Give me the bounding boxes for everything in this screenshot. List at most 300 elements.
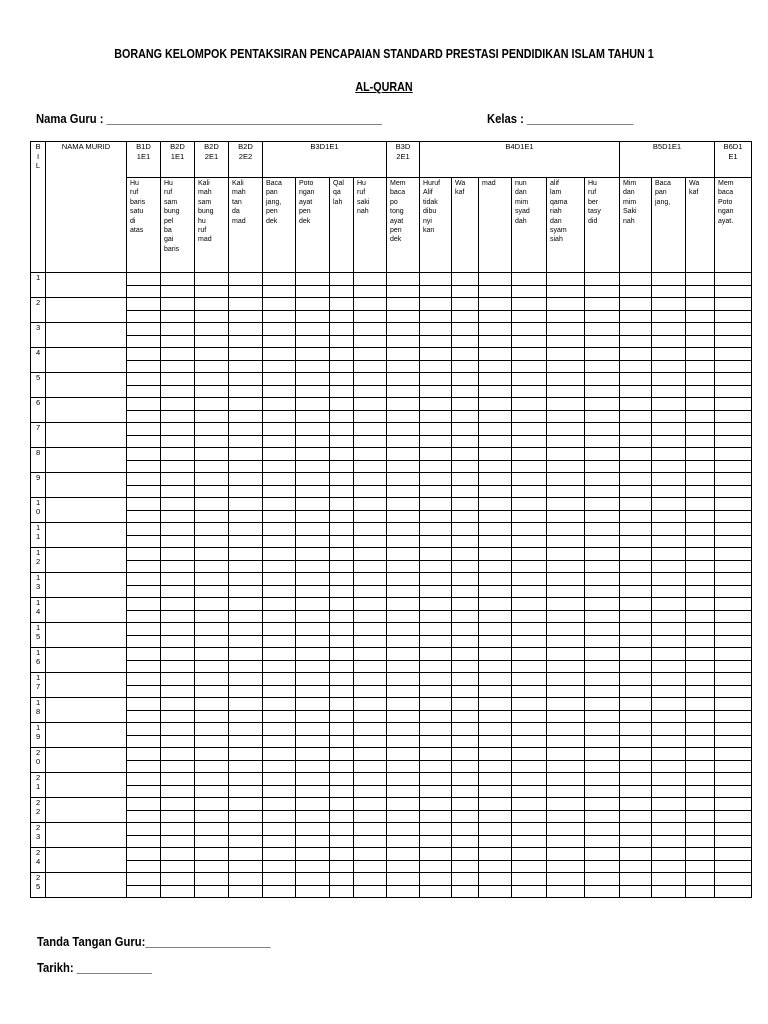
score-cell[interactable]: [263, 485, 296, 498]
score-cell[interactable]: [354, 860, 387, 873]
score-cell[interactable]: [715, 723, 752, 736]
score-cell[interactable]: [620, 623, 652, 636]
score-cell[interactable]: [620, 823, 652, 836]
score-cell[interactable]: [512, 398, 547, 411]
score-cell[interactable]: [127, 698, 161, 711]
score-cell[interactable]: [330, 723, 354, 736]
score-cell[interactable]: [161, 585, 195, 598]
score-cell[interactable]: [296, 685, 330, 698]
score-cell[interactable]: [387, 835, 420, 848]
score-cell[interactable]: [512, 285, 547, 298]
score-cell[interactable]: [263, 435, 296, 448]
score-cell[interactable]: [420, 848, 452, 861]
score-cell[interactable]: [195, 798, 229, 811]
score-cell[interactable]: [195, 335, 229, 348]
score-cell[interactable]: [620, 410, 652, 423]
date-field[interactable]: Tarikh: ____________: [37, 961, 152, 975]
score-cell[interactable]: [296, 373, 330, 386]
score-cell[interactable]: [127, 773, 161, 786]
score-cell[interactable]: [296, 410, 330, 423]
score-cell[interactable]: [452, 735, 479, 748]
score-cell[interactable]: [452, 435, 479, 448]
score-cell[interactable]: [452, 323, 479, 336]
score-cell[interactable]: [420, 723, 452, 736]
score-cell[interactable]: [195, 598, 229, 611]
score-cell[interactable]: [387, 410, 420, 423]
score-cell[interactable]: [715, 360, 752, 373]
score-cell[interactable]: [161, 835, 195, 848]
score-cell[interactable]: [715, 473, 752, 486]
score-cell[interactable]: [547, 585, 585, 598]
score-cell[interactable]: [330, 698, 354, 711]
score-cell[interactable]: [547, 673, 585, 686]
score-cell[interactable]: [547, 498, 585, 511]
score-cell[interactable]: [715, 835, 752, 848]
score-cell[interactable]: [296, 823, 330, 836]
score-cell[interactable]: [652, 785, 686, 798]
score-cell[interactable]: [263, 623, 296, 636]
score-cell[interactable]: [387, 360, 420, 373]
score-cell[interactable]: [512, 410, 547, 423]
student-name-cell[interactable]: [46, 348, 127, 373]
score-cell[interactable]: [620, 685, 652, 698]
score-cell[interactable]: [479, 623, 512, 636]
score-cell[interactable]: [195, 635, 229, 648]
score-cell[interactable]: [585, 760, 620, 773]
score-cell[interactable]: [330, 373, 354, 386]
score-cell[interactable]: [686, 448, 715, 461]
score-cell[interactable]: [354, 710, 387, 723]
score-cell[interactable]: [512, 773, 547, 786]
score-cell[interactable]: [479, 810, 512, 823]
score-cell[interactable]: [585, 573, 620, 586]
score-cell[interactable]: [387, 748, 420, 761]
score-cell[interactable]: [127, 848, 161, 861]
score-cell[interactable]: [263, 335, 296, 348]
score-cell[interactable]: [229, 685, 263, 698]
score-cell[interactable]: [686, 373, 715, 386]
score-cell[interactable]: [296, 698, 330, 711]
score-cell[interactable]: [263, 698, 296, 711]
score-cell[interactable]: [620, 635, 652, 648]
score-cell[interactable]: [263, 423, 296, 436]
score-cell[interactable]: [161, 398, 195, 411]
score-cell[interactable]: [420, 423, 452, 436]
score-cell[interactable]: [452, 635, 479, 648]
score-cell[interactable]: [354, 823, 387, 836]
score-cell[interactable]: [452, 535, 479, 548]
score-cell[interactable]: [620, 610, 652, 623]
score-cell[interactable]: [652, 885, 686, 898]
score-cell[interactable]: [330, 360, 354, 373]
score-cell[interactable]: [620, 760, 652, 773]
score-cell[interactable]: [652, 673, 686, 686]
score-cell[interactable]: [686, 810, 715, 823]
score-cell[interactable]: [195, 835, 229, 848]
score-cell[interactable]: [620, 560, 652, 573]
score-cell[interactable]: [715, 373, 752, 386]
score-cell[interactable]: [263, 498, 296, 511]
score-cell[interactable]: [330, 585, 354, 598]
score-cell[interactable]: [127, 335, 161, 348]
score-cell[interactable]: [479, 773, 512, 786]
score-cell[interactable]: [127, 323, 161, 336]
score-cell[interactable]: [229, 323, 263, 336]
score-cell[interactable]: [229, 523, 263, 536]
score-cell[interactable]: [420, 685, 452, 698]
score-cell[interactable]: [387, 448, 420, 461]
score-cell[interactable]: [547, 710, 585, 723]
score-cell[interactable]: [296, 885, 330, 898]
score-cell[interactable]: [547, 548, 585, 561]
score-cell[interactable]: [387, 398, 420, 411]
score-cell[interactable]: [686, 823, 715, 836]
score-cell[interactable]: [420, 623, 452, 636]
score-cell[interactable]: [387, 298, 420, 311]
score-cell[interactable]: [585, 610, 620, 623]
score-cell[interactable]: [330, 335, 354, 348]
score-cell[interactable]: [715, 873, 752, 886]
score-cell[interactable]: [229, 285, 263, 298]
score-cell[interactable]: [387, 560, 420, 573]
score-cell[interactable]: [229, 298, 263, 311]
score-cell[interactable]: [127, 635, 161, 648]
score-cell[interactable]: [512, 585, 547, 598]
score-cell[interactable]: [585, 823, 620, 836]
score-cell[interactable]: [127, 385, 161, 398]
score-cell[interactable]: [161, 460, 195, 473]
score-cell[interactable]: [354, 623, 387, 636]
score-cell[interactable]: [715, 485, 752, 498]
score-cell[interactable]: [229, 373, 263, 386]
score-cell[interactable]: [585, 348, 620, 361]
score-cell[interactable]: [229, 598, 263, 611]
score-cell[interactable]: [585, 723, 620, 736]
score-cell[interactable]: [229, 798, 263, 811]
score-cell[interactable]: [620, 498, 652, 511]
score-cell[interactable]: [512, 298, 547, 311]
score-cell[interactable]: [195, 373, 229, 386]
score-cell[interactable]: [686, 573, 715, 586]
score-cell[interactable]: [229, 648, 263, 661]
score-cell[interactable]: [479, 548, 512, 561]
score-cell[interactable]: [715, 685, 752, 698]
score-cell[interactable]: [452, 798, 479, 811]
score-cell[interactable]: [354, 548, 387, 561]
score-cell[interactable]: [652, 773, 686, 786]
score-cell[interactable]: [263, 798, 296, 811]
score-cell[interactable]: [547, 573, 585, 586]
score-cell[interactable]: [387, 823, 420, 836]
score-cell[interactable]: [195, 760, 229, 773]
score-cell[interactable]: [195, 585, 229, 598]
score-cell[interactable]: [161, 673, 195, 686]
score-cell[interactable]: [330, 810, 354, 823]
score-cell[interactable]: [229, 310, 263, 323]
score-cell[interactable]: [161, 748, 195, 761]
score-cell[interactable]: [620, 710, 652, 723]
score-cell[interactable]: [195, 523, 229, 536]
score-cell[interactable]: [296, 323, 330, 336]
score-cell[interactable]: [547, 360, 585, 373]
score-cell[interactable]: [585, 273, 620, 286]
score-cell[interactable]: [715, 785, 752, 798]
score-cell[interactable]: [686, 885, 715, 898]
score-cell[interactable]: [452, 673, 479, 686]
score-cell[interactable]: [354, 873, 387, 886]
score-cell[interactable]: [479, 848, 512, 861]
score-cell[interactable]: [195, 735, 229, 748]
score-cell[interactable]: [330, 748, 354, 761]
score-cell[interactable]: [330, 860, 354, 873]
score-cell[interactable]: [547, 723, 585, 736]
score-cell[interactable]: [387, 860, 420, 873]
score-cell[interactable]: [296, 860, 330, 873]
score-cell[interactable]: [229, 723, 263, 736]
score-cell[interactable]: [296, 785, 330, 798]
score-cell[interactable]: [127, 523, 161, 536]
score-cell[interactable]: [479, 798, 512, 811]
score-cell[interactable]: [452, 485, 479, 498]
score-cell[interactable]: [229, 435, 263, 448]
score-cell[interactable]: [127, 585, 161, 598]
score-cell[interactable]: [547, 785, 585, 798]
score-cell[interactable]: [715, 298, 752, 311]
score-cell[interactable]: [127, 798, 161, 811]
score-cell[interactable]: [452, 560, 479, 573]
score-cell[interactable]: [620, 548, 652, 561]
score-cell[interactable]: [229, 673, 263, 686]
score-cell[interactable]: [420, 610, 452, 623]
score-cell[interactable]: [652, 848, 686, 861]
score-cell[interactable]: [547, 560, 585, 573]
score-cell[interactable]: [354, 385, 387, 398]
score-cell[interactable]: [420, 735, 452, 748]
score-cell[interactable]: [715, 635, 752, 648]
score-cell[interactable]: [547, 523, 585, 536]
score-cell[interactable]: [512, 435, 547, 448]
score-cell[interactable]: [229, 410, 263, 423]
score-cell[interactable]: [195, 823, 229, 836]
score-cell[interactable]: [296, 810, 330, 823]
score-cell[interactable]: [652, 710, 686, 723]
score-cell[interactable]: [652, 360, 686, 373]
score-cell[interactable]: [330, 460, 354, 473]
score-cell[interactable]: [127, 860, 161, 873]
score-cell[interactable]: [585, 623, 620, 636]
score-cell[interactable]: [161, 348, 195, 361]
score-cell[interactable]: [161, 485, 195, 498]
score-cell[interactable]: [585, 398, 620, 411]
score-cell[interactable]: [330, 410, 354, 423]
score-cell[interactable]: [354, 798, 387, 811]
score-cell[interactable]: [195, 785, 229, 798]
score-cell[interactable]: [686, 760, 715, 773]
score-cell[interactable]: [512, 523, 547, 536]
score-cell[interactable]: [127, 273, 161, 286]
score-cell[interactable]: [547, 873, 585, 886]
score-cell[interactable]: [715, 885, 752, 898]
score-cell[interactable]: [652, 373, 686, 386]
score-cell[interactable]: [715, 610, 752, 623]
score-cell[interactable]: [452, 748, 479, 761]
score-cell[interactable]: [452, 448, 479, 461]
score-cell[interactable]: [652, 573, 686, 586]
score-cell[interactable]: [652, 648, 686, 661]
score-cell[interactable]: [354, 273, 387, 286]
score-cell[interactable]: [420, 435, 452, 448]
score-cell[interactable]: [715, 423, 752, 436]
score-cell[interactable]: [420, 885, 452, 898]
score-cell[interactable]: [715, 273, 752, 286]
score-cell[interactable]: [263, 473, 296, 486]
score-cell[interactable]: [452, 460, 479, 473]
score-cell[interactable]: [354, 285, 387, 298]
score-cell[interactable]: [420, 535, 452, 548]
score-cell[interactable]: [652, 410, 686, 423]
score-cell[interactable]: [387, 673, 420, 686]
score-cell[interactable]: [387, 285, 420, 298]
score-cell[interactable]: [585, 635, 620, 648]
score-cell[interactable]: [387, 423, 420, 436]
score-cell[interactable]: [387, 385, 420, 398]
score-cell[interactable]: [296, 798, 330, 811]
score-cell[interactable]: [263, 298, 296, 311]
score-cell[interactable]: [387, 373, 420, 386]
score-cell[interactable]: [585, 735, 620, 748]
score-cell[interactable]: [547, 773, 585, 786]
score-cell[interactable]: [161, 373, 195, 386]
score-cell[interactable]: [620, 285, 652, 298]
score-cell[interactable]: [354, 660, 387, 673]
score-cell[interactable]: [686, 323, 715, 336]
score-cell[interactable]: [229, 335, 263, 348]
score-cell[interactable]: [354, 410, 387, 423]
score-cell[interactable]: [330, 873, 354, 886]
score-cell[interactable]: [296, 448, 330, 461]
score-cell[interactable]: [330, 673, 354, 686]
score-cell[interactable]: [420, 810, 452, 823]
score-cell[interactable]: [652, 585, 686, 598]
score-cell[interactable]: [585, 335, 620, 348]
score-cell[interactable]: [127, 448, 161, 461]
score-cell[interactable]: [620, 785, 652, 798]
score-cell[interactable]: [620, 385, 652, 398]
score-cell[interactable]: [263, 823, 296, 836]
score-cell[interactable]: [263, 723, 296, 736]
score-cell[interactable]: [547, 348, 585, 361]
score-cell[interactable]: [585, 673, 620, 686]
score-cell[interactable]: [354, 785, 387, 798]
score-cell[interactable]: [620, 348, 652, 361]
score-cell[interactable]: [296, 423, 330, 436]
score-cell[interactable]: [229, 398, 263, 411]
score-cell[interactable]: [452, 623, 479, 636]
score-cell[interactable]: [585, 860, 620, 873]
score-cell[interactable]: [547, 423, 585, 436]
score-cell[interactable]: [686, 360, 715, 373]
score-cell[interactable]: [620, 773, 652, 786]
score-cell[interactable]: [652, 660, 686, 673]
score-cell[interactable]: [452, 848, 479, 861]
score-cell[interactable]: [715, 585, 752, 598]
score-cell[interactable]: [354, 685, 387, 698]
score-cell[interactable]: [479, 835, 512, 848]
score-cell[interactable]: [161, 885, 195, 898]
score-cell[interactable]: [229, 698, 263, 711]
score-cell[interactable]: [620, 660, 652, 673]
score-cell[interactable]: [479, 423, 512, 436]
score-cell[interactable]: [354, 760, 387, 773]
score-cell[interactable]: [620, 848, 652, 861]
score-cell[interactable]: [420, 873, 452, 886]
score-cell[interactable]: [296, 735, 330, 748]
score-cell[interactable]: [420, 385, 452, 398]
score-cell[interactable]: [195, 310, 229, 323]
score-cell[interactable]: [330, 623, 354, 636]
score-cell[interactable]: [512, 723, 547, 736]
score-cell[interactable]: [585, 798, 620, 811]
score-cell[interactable]: [127, 735, 161, 748]
score-cell[interactable]: [620, 373, 652, 386]
score-cell[interactable]: [127, 673, 161, 686]
score-cell[interactable]: [263, 760, 296, 773]
score-cell[interactable]: [585, 848, 620, 861]
score-cell[interactable]: [479, 873, 512, 886]
score-cell[interactable]: [652, 348, 686, 361]
score-cell[interactable]: [330, 648, 354, 661]
score-cell[interactable]: [296, 648, 330, 661]
student-name-cell[interactable]: [46, 648, 127, 673]
student-name-cell[interactable]: [46, 523, 127, 548]
score-cell[interactable]: [161, 498, 195, 511]
score-cell[interactable]: [512, 673, 547, 686]
score-cell[interactable]: [330, 523, 354, 536]
score-cell[interactable]: [420, 473, 452, 486]
score-cell[interactable]: [161, 598, 195, 611]
score-cell[interactable]: [330, 485, 354, 498]
score-cell[interactable]: [161, 660, 195, 673]
score-cell[interactable]: [161, 510, 195, 523]
score-cell[interactable]: [354, 398, 387, 411]
score-cell[interactable]: [585, 448, 620, 461]
score-cell[interactable]: [420, 835, 452, 848]
score-cell[interactable]: [195, 323, 229, 336]
score-cell[interactable]: [652, 810, 686, 823]
score-cell[interactable]: [512, 560, 547, 573]
score-cell[interactable]: [452, 573, 479, 586]
score-cell[interactable]: [652, 448, 686, 461]
score-cell[interactable]: [330, 310, 354, 323]
score-cell[interactable]: [620, 523, 652, 536]
score-cell[interactable]: [620, 698, 652, 711]
score-cell[interactable]: [620, 460, 652, 473]
score-cell[interactable]: [387, 873, 420, 886]
score-cell[interactable]: [512, 873, 547, 886]
score-cell[interactable]: [479, 485, 512, 498]
score-cell[interactable]: [585, 285, 620, 298]
score-cell[interactable]: [229, 623, 263, 636]
score-cell[interactable]: [620, 423, 652, 436]
score-cell[interactable]: [652, 598, 686, 611]
score-cell[interactable]: [229, 548, 263, 561]
score-cell[interactable]: [715, 623, 752, 636]
score-cell[interactable]: [229, 485, 263, 498]
score-cell[interactable]: [620, 435, 652, 448]
score-cell[interactable]: [330, 823, 354, 836]
student-name-cell[interactable]: [46, 798, 127, 823]
score-cell[interactable]: [715, 648, 752, 661]
